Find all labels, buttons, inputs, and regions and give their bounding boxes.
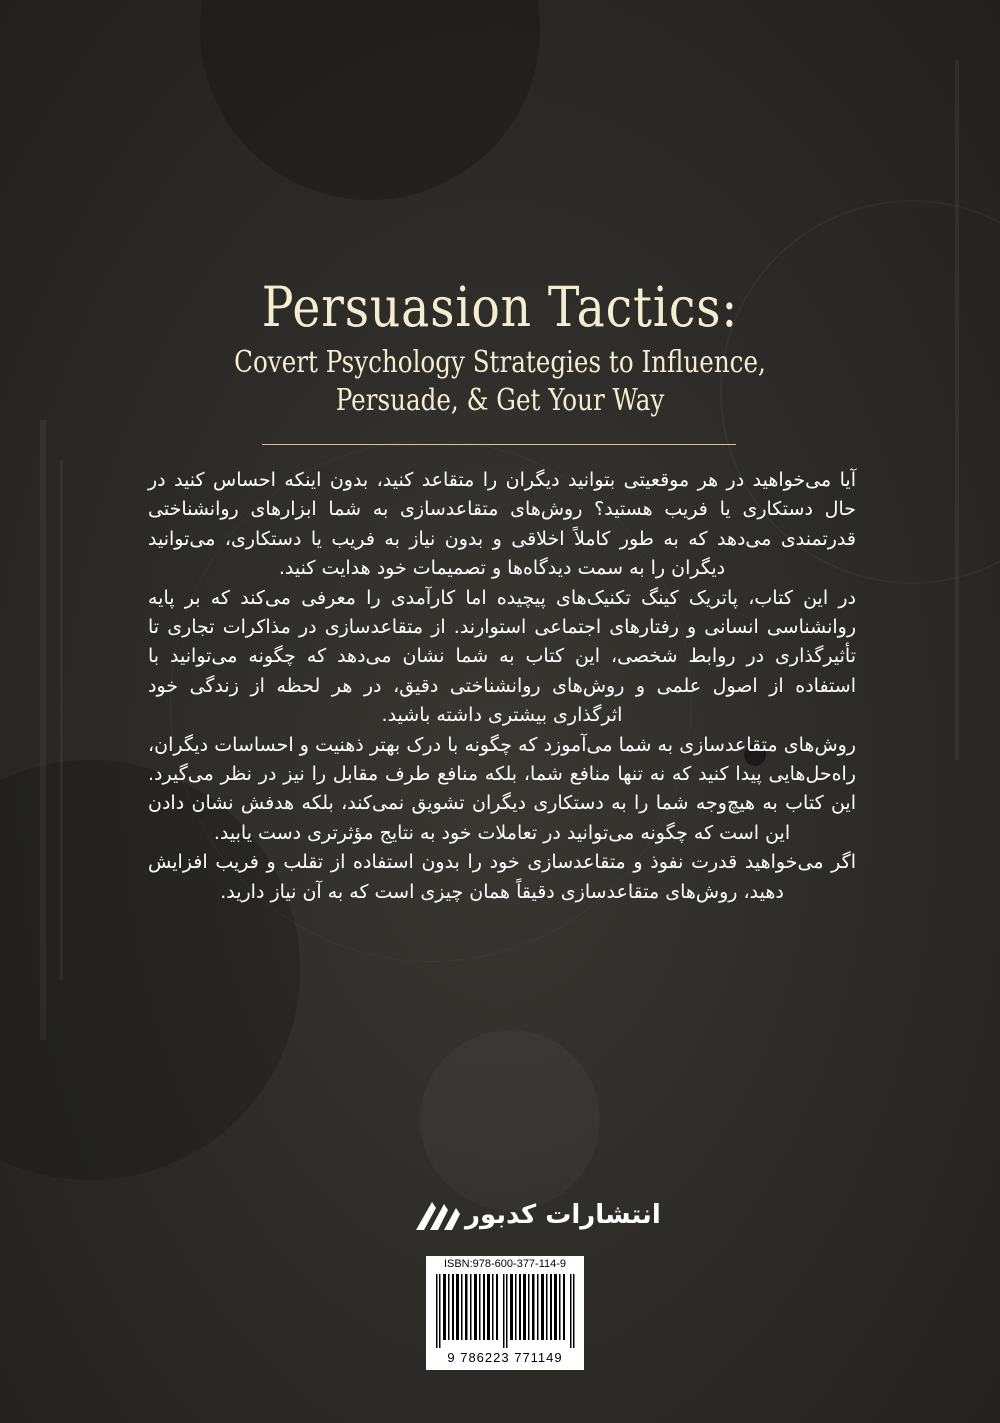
description-paragraph: آیا می‌خواهید در هر موقعیتی بتوانید دیگران را متقاعد کنید، بدون اینکه احساس کنید در حال دستکاری یا فریب هستید؟ روش‌های متقاعدسازی به شما ابزارهای روانشناختی قدرتمندی می‌دهد که به طور کاملاً اخلاقی و بدون نیاز به فریب یا دستکاری، می‌توانید دیگران را به سمت دیدگاه‌ها و تصمیمات خود هدایت کنید. <box>148 469 856 580</box>
background-circle <box>420 1030 600 1210</box>
publisher-logo-icon <box>412 1190 468 1240</box>
barcode-number: 9 786223 771149 <box>447 1350 563 1365</box>
background-streak <box>40 420 46 1040</box>
description-paragraph: در این کتاب، پاتریک کینگ تکنیک‌های پیچیده اما کارآمدی را معرفی می‌کند که بر پایه روانشناسی انسانی و رفتارهای اجتماعی استوارند. از متقاعدسازی در مذاکرات تجاری تا تأثیرگذاری در روابط شخصی، این کتاب به شما نشان می‌دهد که چگونه می‌توانید با استفاده از اصول علمی و روش‌های روانشناختی دقیق، در هر لحظه از زندگی خود اثرگذاری بیشتری داشته باشید. <box>148 586 856 727</box>
book-title: Persuasion Tactics: <box>261 275 739 339</box>
publisher-name: انتشارات کدبور <box>465 1200 661 1230</box>
book-description <box>148 466 856 907</box>
barcode-bars-icon <box>436 1274 576 1348</box>
title-divider <box>262 444 736 445</box>
background-circle <box>200 0 540 200</box>
book-subtitle <box>90 344 910 420</box>
background-streak <box>955 60 959 760</box>
barcode <box>426 1256 584 1370</box>
description-paragraph: اگر می‌خواهید قدرت نفوذ و متقاعدسازی خود را بدون استفاده از تقلب و فریب افزایش دهید، روش‌های متقاعدسازی دقیقاً همان چیزی است که به آن نیاز دارید. <box>148 851 856 903</box>
background-streak <box>60 460 63 980</box>
description-paragraph: روش‌های متقاعدسازی به شما می‌آموزد که چگونه با درک بهتر ذهنیت و احساسات دیگران، راه‌حل‌هایی پیدا کنید که نه تنها منافع شما، بلکه منافع طرف مقابل را نیز در نظر می‌گیرد. این کتاب به هیچ‌وجه شما را به دستکاری دیگران تشویق نمی‌کند، بلکه هدفش نشان دادن این است که چگونه می‌توانید در تعاملات خود به نتایج مؤثرتری دست یابید. <box>148 733 856 844</box>
subtitle-line: Covert Psychology Strategies to Influence, <box>234 345 766 380</box>
isbn-label: ISBN:978-600-377-114-9 <box>443 1258 567 1270</box>
subtitle-line: Persuade, & Get Your Way <box>335 383 665 418</box>
